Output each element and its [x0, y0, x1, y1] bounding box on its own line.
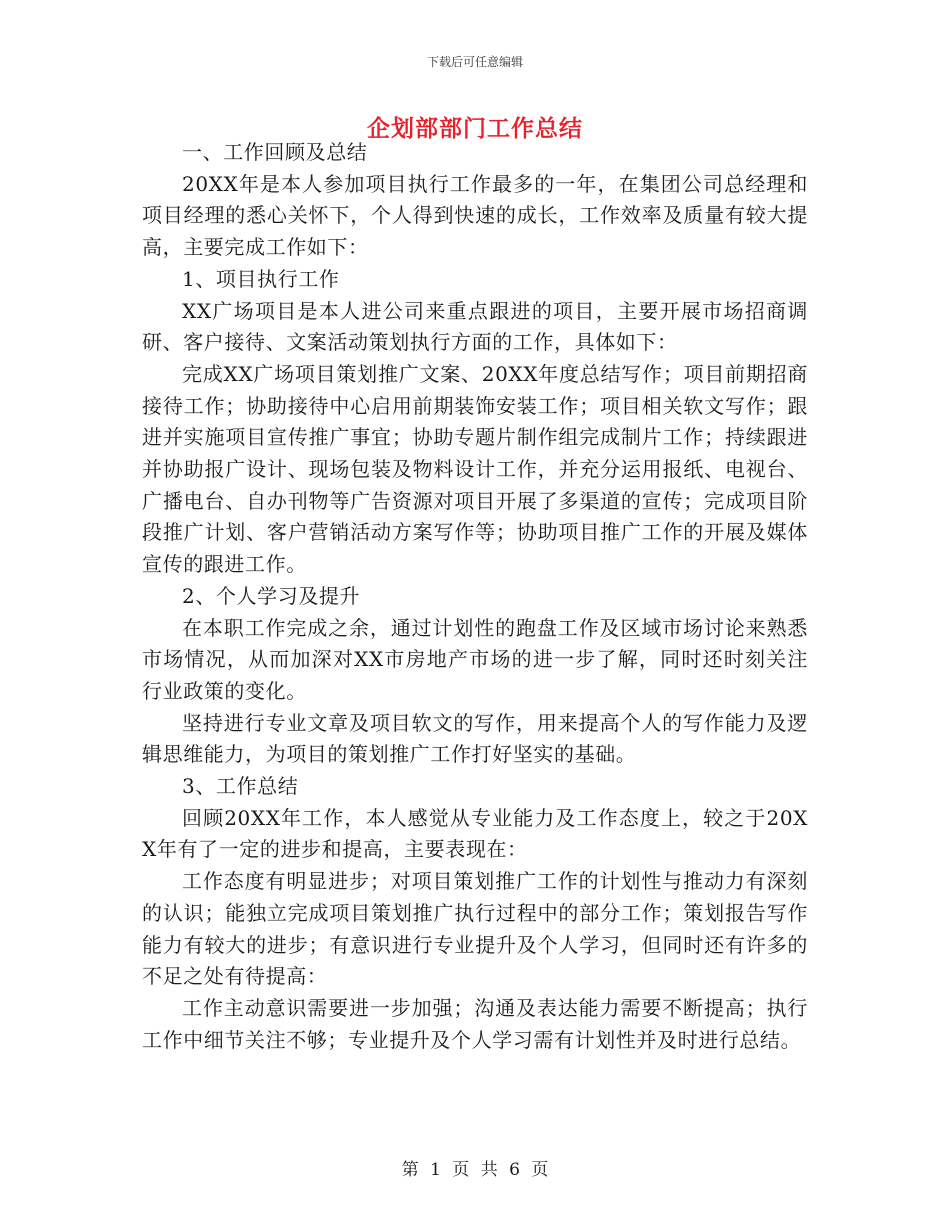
paragraph-summary-progress: 工作态度有明显进步；对项目策划推广工作的计划性与推动力有深刻的认识；能独立完成项目策划推广执行过程中的部分工作；策划报告写作能力有较大的进步；有意识进行专业提升及个人学习，但同时还有许多的不足之处有待提高：: [142, 869, 808, 989]
paragraph-intro: 20XX年是本人参加项目执行工作最多的一年，在集团公司总经理和项目经理的悉心关怀下，个人得到快速的成长，工作效率及质量有较大提高，主要完成工作如下：: [142, 171, 808, 260]
header-note: 下载后可任意编辑: [426, 55, 523, 69]
subheading-personal-learning: 2、个人学习及提升: [182, 583, 361, 608]
paragraph-project-overview: XX广场项目是本人进公司来重点跟进的项目，主要开展市场招商调研、客户接待、文案活动策划执行方面的工作，具体如下：: [142, 298, 808, 355]
subheading-project-execution: 1、项目执行工作: [182, 266, 340, 291]
paragraph-summary-shortcomings: 工作主动意识需要进一步加强；沟通及表达能力需要不断提高；执行工作中细节关注不够；专业提升及个人学习需有计划性并及时进行总结。: [142, 995, 808, 1052]
document-body: [142, 137, 808, 1056]
paragraph-project-details: 完成XX广场项目策划推广文案、20XX年度总结写作；项目前期招商接待工作；协助接待中心启用前期装饰安装工作；项目相关软文写作；跟进并实施项目宣传推广事宜；协助专题片制作组完成制片工作；持续跟进并协助报广设计、现场包装及物料设计工作，并充分运用报纸、电视台、广播电台、自办刊物等广告资源对项目开展了多渠道的宣传；完成项目阶段推广计划、客户营销活动方案写作等；协助项目推广工作的开展及媒体宣传的跟进工作。: [142, 361, 808, 577]
section-heading-review: 一、工作回顾及总结: [182, 140, 368, 164]
subheading-work-summary: 3、工作总结: [182, 774, 299, 799]
paragraph-learning-writing: 坚持进行专业文章及项目软文的写作，用来提高个人的写作能力及逻辑思维能力，为项目的策划推广工作打好坚实的基础。: [142, 710, 808, 767]
document-title: 企划部部门工作总结: [367, 115, 583, 142]
paragraph-learning-market: 在本职工作完成之余，通过计划性的跑盘工作及区域市场讨论来熟悉市场情况，从而加深对XX市房地产市场的进一步了解，同时还时刻关注行业政策的变化。: [142, 615, 808, 703]
paragraph-summary-review: 回顾20XX年工作，本人感觉从专业能力及工作态度上，较之于20XX年有了一定的进步和提高，主要表现在：: [142, 805, 808, 862]
page-footer: 第 1 页 共 6 页: [401, 1160, 549, 1180]
